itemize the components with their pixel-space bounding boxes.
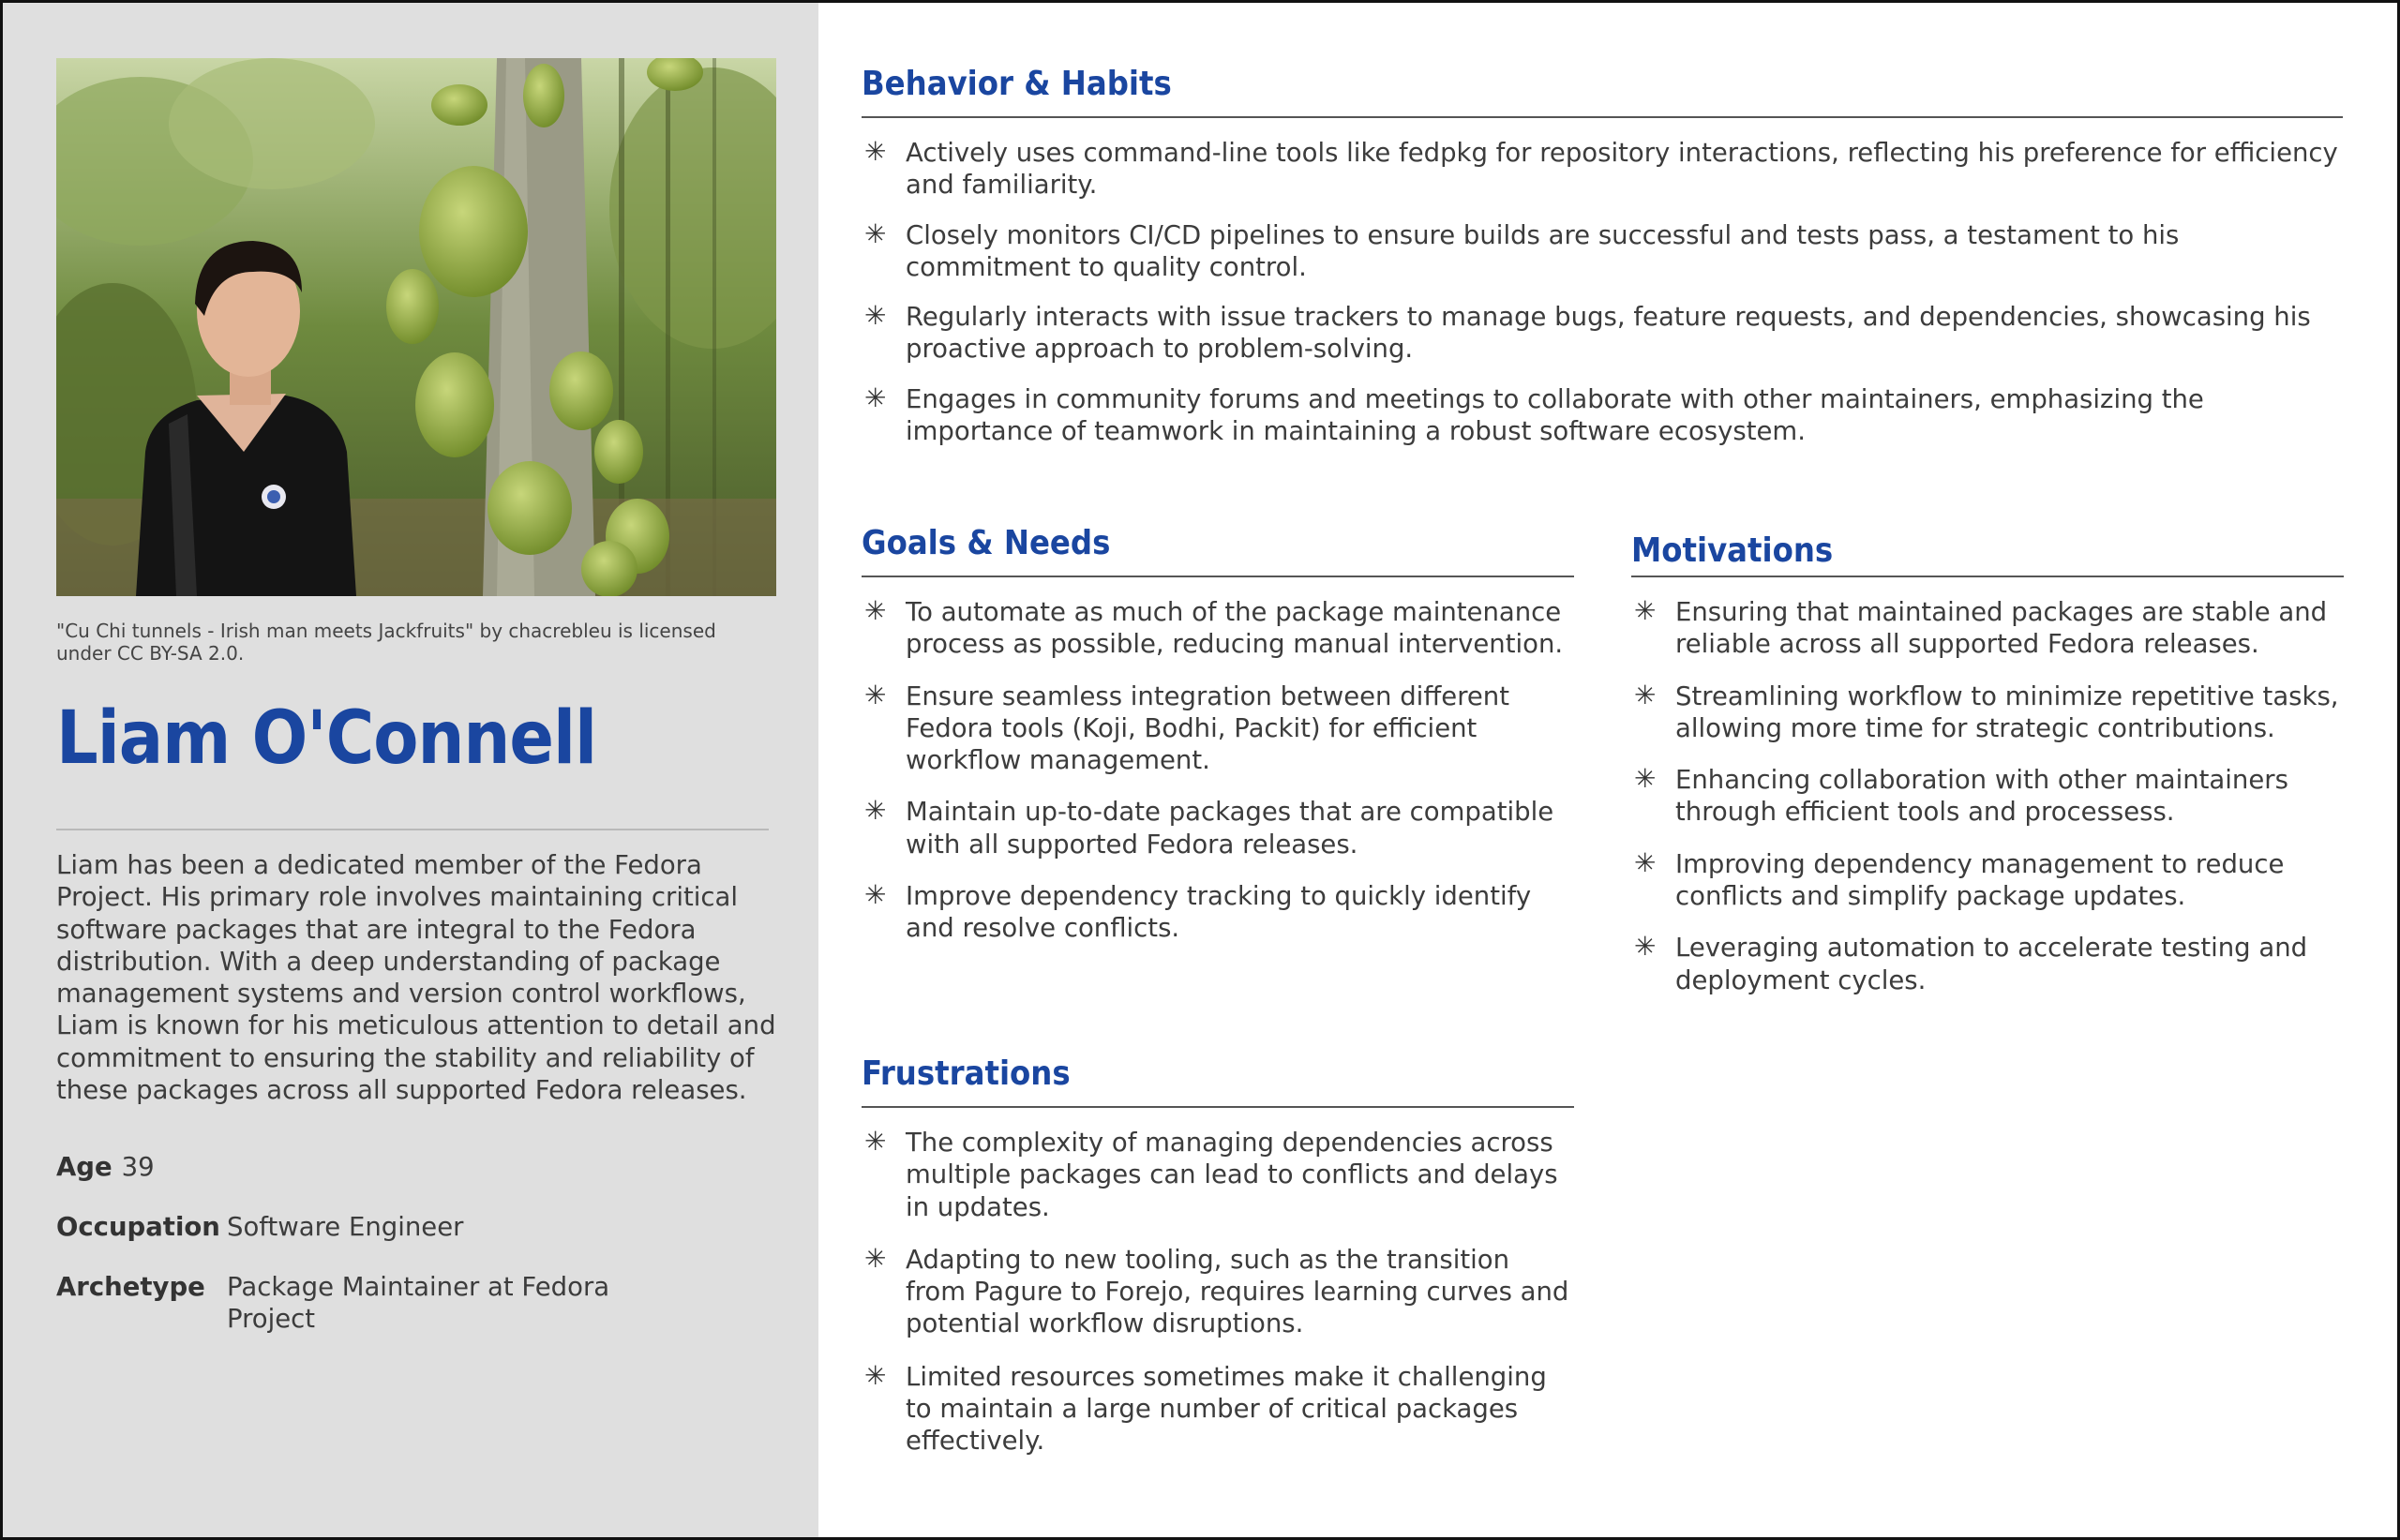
list-item xyxy=(862,680,1574,777)
frustrations-item-text: Adapting to new tooling, such as the transition from Pagure to Forejo, requires learning curves and potential workflow disruptions. xyxy=(906,1244,1569,1339)
persona-name: Liam O'Connell xyxy=(56,696,597,781)
occupation-label: Occupation xyxy=(56,1212,220,1242)
list-item xyxy=(1631,764,2344,829)
list-item xyxy=(862,796,1574,860)
list-item xyxy=(862,596,1574,661)
goals-item-text: Improve dependency tracking to quickly identify and resolve conflicts. xyxy=(906,881,1532,944)
goals-list xyxy=(862,596,1574,945)
behavior-item-text: Engages in community forums and meetings to collaborate with other maintainers, emphasizing the importance of teamwork in maintaining a robust software ecosystem. xyxy=(906,383,2204,447)
frustrations-item-text: Limited resources sometimes make it challenging to maintain a large number of critical packages effectively. xyxy=(906,1361,1547,1457)
age-value: 39 xyxy=(121,1152,155,1182)
behavior-item-text: Closely monitors CI/CD pipelines to ensure builds are successful and tests pass, a testament to his commitment to quality control. xyxy=(906,219,2180,282)
list-item xyxy=(862,1127,1574,1223)
list-item xyxy=(862,1361,1574,1458)
motivations-item-text: Enhancing collaboration with other maintainers through efficient tools and processess. xyxy=(1675,765,2288,828)
goals-item-text: To automate as much of the package maintenance process as possible, reducing manual intervention. xyxy=(906,597,1564,660)
motivations-item-text: Ensuring that maintained packages are stable and reliable across all supported Fedora releases. xyxy=(1675,597,2328,660)
behavior-list xyxy=(862,137,2343,447)
persona-bio: Liam has been a dedicated member of the Fedora Project. His primary role involves maintaining critical software packages that are integral to the Fedora distribution. With a deep understanding of package management systems and version control workflows, Liam is known for his meticulous attention to detail and commitment to ensuring the stability and reliability of these packages across all supported Fedora releases. xyxy=(56,850,776,1106)
profile-photo-image xyxy=(56,58,776,596)
list-item xyxy=(1631,596,2344,661)
goals-divider xyxy=(862,576,1574,577)
list-item xyxy=(1631,680,2344,745)
photo-caption: "Cu Chi tunnels - Irish man meets Jackfruits" by chacrebleu is licensed under CC BY-SA 2.0. xyxy=(56,620,716,665)
list-item xyxy=(862,1244,1574,1340)
archetype-label: Archetype xyxy=(56,1272,205,1302)
age-label: Age xyxy=(56,1152,112,1182)
asterisk-bullet-icon: ✳ xyxy=(864,795,887,827)
motivations-section xyxy=(1631,528,2344,996)
frustrations-divider xyxy=(862,1106,1574,1108)
profile-photo xyxy=(56,58,776,596)
fact-age xyxy=(56,1151,778,1183)
asterisk-bullet-icon: ✳ xyxy=(864,381,887,413)
list-item xyxy=(862,301,2343,366)
name-divider xyxy=(56,829,769,830)
frustrations-item-text: The complexity of managing dependencies across multiple packages can lead to conflicts and delays in updates. xyxy=(906,1128,1558,1222)
asterisk-bullet-icon: ✳ xyxy=(864,1359,887,1391)
frustrations-section xyxy=(862,1051,1574,1458)
asterisk-bullet-icon: ✳ xyxy=(864,595,887,626)
motivations-item-text: Leveraging automation to accelerate testing and deployment cycles. xyxy=(1675,933,2308,995)
motivations-item-text: Streamlining workflow to minimize repetitive tasks, allowing more time for strategic contributions. xyxy=(1675,680,2339,743)
asterisk-bullet-icon: ✳ xyxy=(1634,595,1657,626)
asterisk-bullet-icon: ✳ xyxy=(1634,763,1657,795)
behavior-item-text: Actively uses command-line tools like fedpkg for repository interactions, reflecting his preference for efficiency and familiarity. xyxy=(906,138,2338,201)
motivations-list xyxy=(1631,596,2344,996)
behavior-item-text: Regularly interacts with issue trackers to manage bugs, feature requests, and dependencies, showcasing his proactive approach to problem-solving. xyxy=(906,302,2311,365)
archetype-value: Package Maintainer at Fedora Project xyxy=(227,1272,610,1334)
goals-item-text: Maintain up-to-date packages that are compatible with all supported Fedora releases. xyxy=(906,797,1554,860)
asterisk-bullet-icon: ✳ xyxy=(864,217,887,249)
asterisk-bullet-icon: ✳ xyxy=(1634,931,1657,963)
asterisk-bullet-icon: ✳ xyxy=(1634,846,1657,878)
fact-occupation xyxy=(56,1211,778,1243)
occupation-value: Software Engineer xyxy=(227,1212,464,1242)
profile-sidebar xyxy=(3,3,818,1537)
persona-facts xyxy=(56,1151,778,1335)
list-item xyxy=(862,383,2343,448)
list-item xyxy=(1631,848,2344,913)
goals-heading: Goals & Needs xyxy=(862,524,1111,562)
behavior-section xyxy=(862,61,2343,447)
frustrations-heading: Frustrations xyxy=(862,1054,1071,1093)
asterisk-bullet-icon: ✳ xyxy=(864,1242,887,1274)
asterisk-bullet-icon: ✳ xyxy=(864,136,887,167)
asterisk-bullet-icon: ✳ xyxy=(864,300,887,332)
list-item xyxy=(862,137,2343,202)
frustrations-list xyxy=(862,1127,1574,1458)
behavior-divider xyxy=(862,116,2343,118)
behavior-heading: Behavior & Habits xyxy=(862,65,1172,103)
asterisk-bullet-icon: ✳ xyxy=(864,679,887,710)
asterisk-bullet-icon: ✳ xyxy=(1634,679,1657,710)
list-item xyxy=(862,219,2343,284)
list-item xyxy=(862,880,1574,945)
motivations-divider xyxy=(1631,576,2344,577)
goals-section xyxy=(862,520,1574,945)
asterisk-bullet-icon: ✳ xyxy=(864,879,887,911)
motivations-heading: Motivations xyxy=(1631,531,1834,570)
list-item xyxy=(1631,932,2344,996)
asterisk-bullet-icon: ✳ xyxy=(864,1126,887,1157)
fact-archetype xyxy=(56,1271,778,1335)
motivations-item-text: Improving dependency management to reduce conflicts and simplify package updates. xyxy=(1675,848,2285,912)
goals-item-text: Ensure seamless integration between different Fedora tools (Koji, Bodhi, Packit) for efficient workflow management. xyxy=(906,680,1510,776)
